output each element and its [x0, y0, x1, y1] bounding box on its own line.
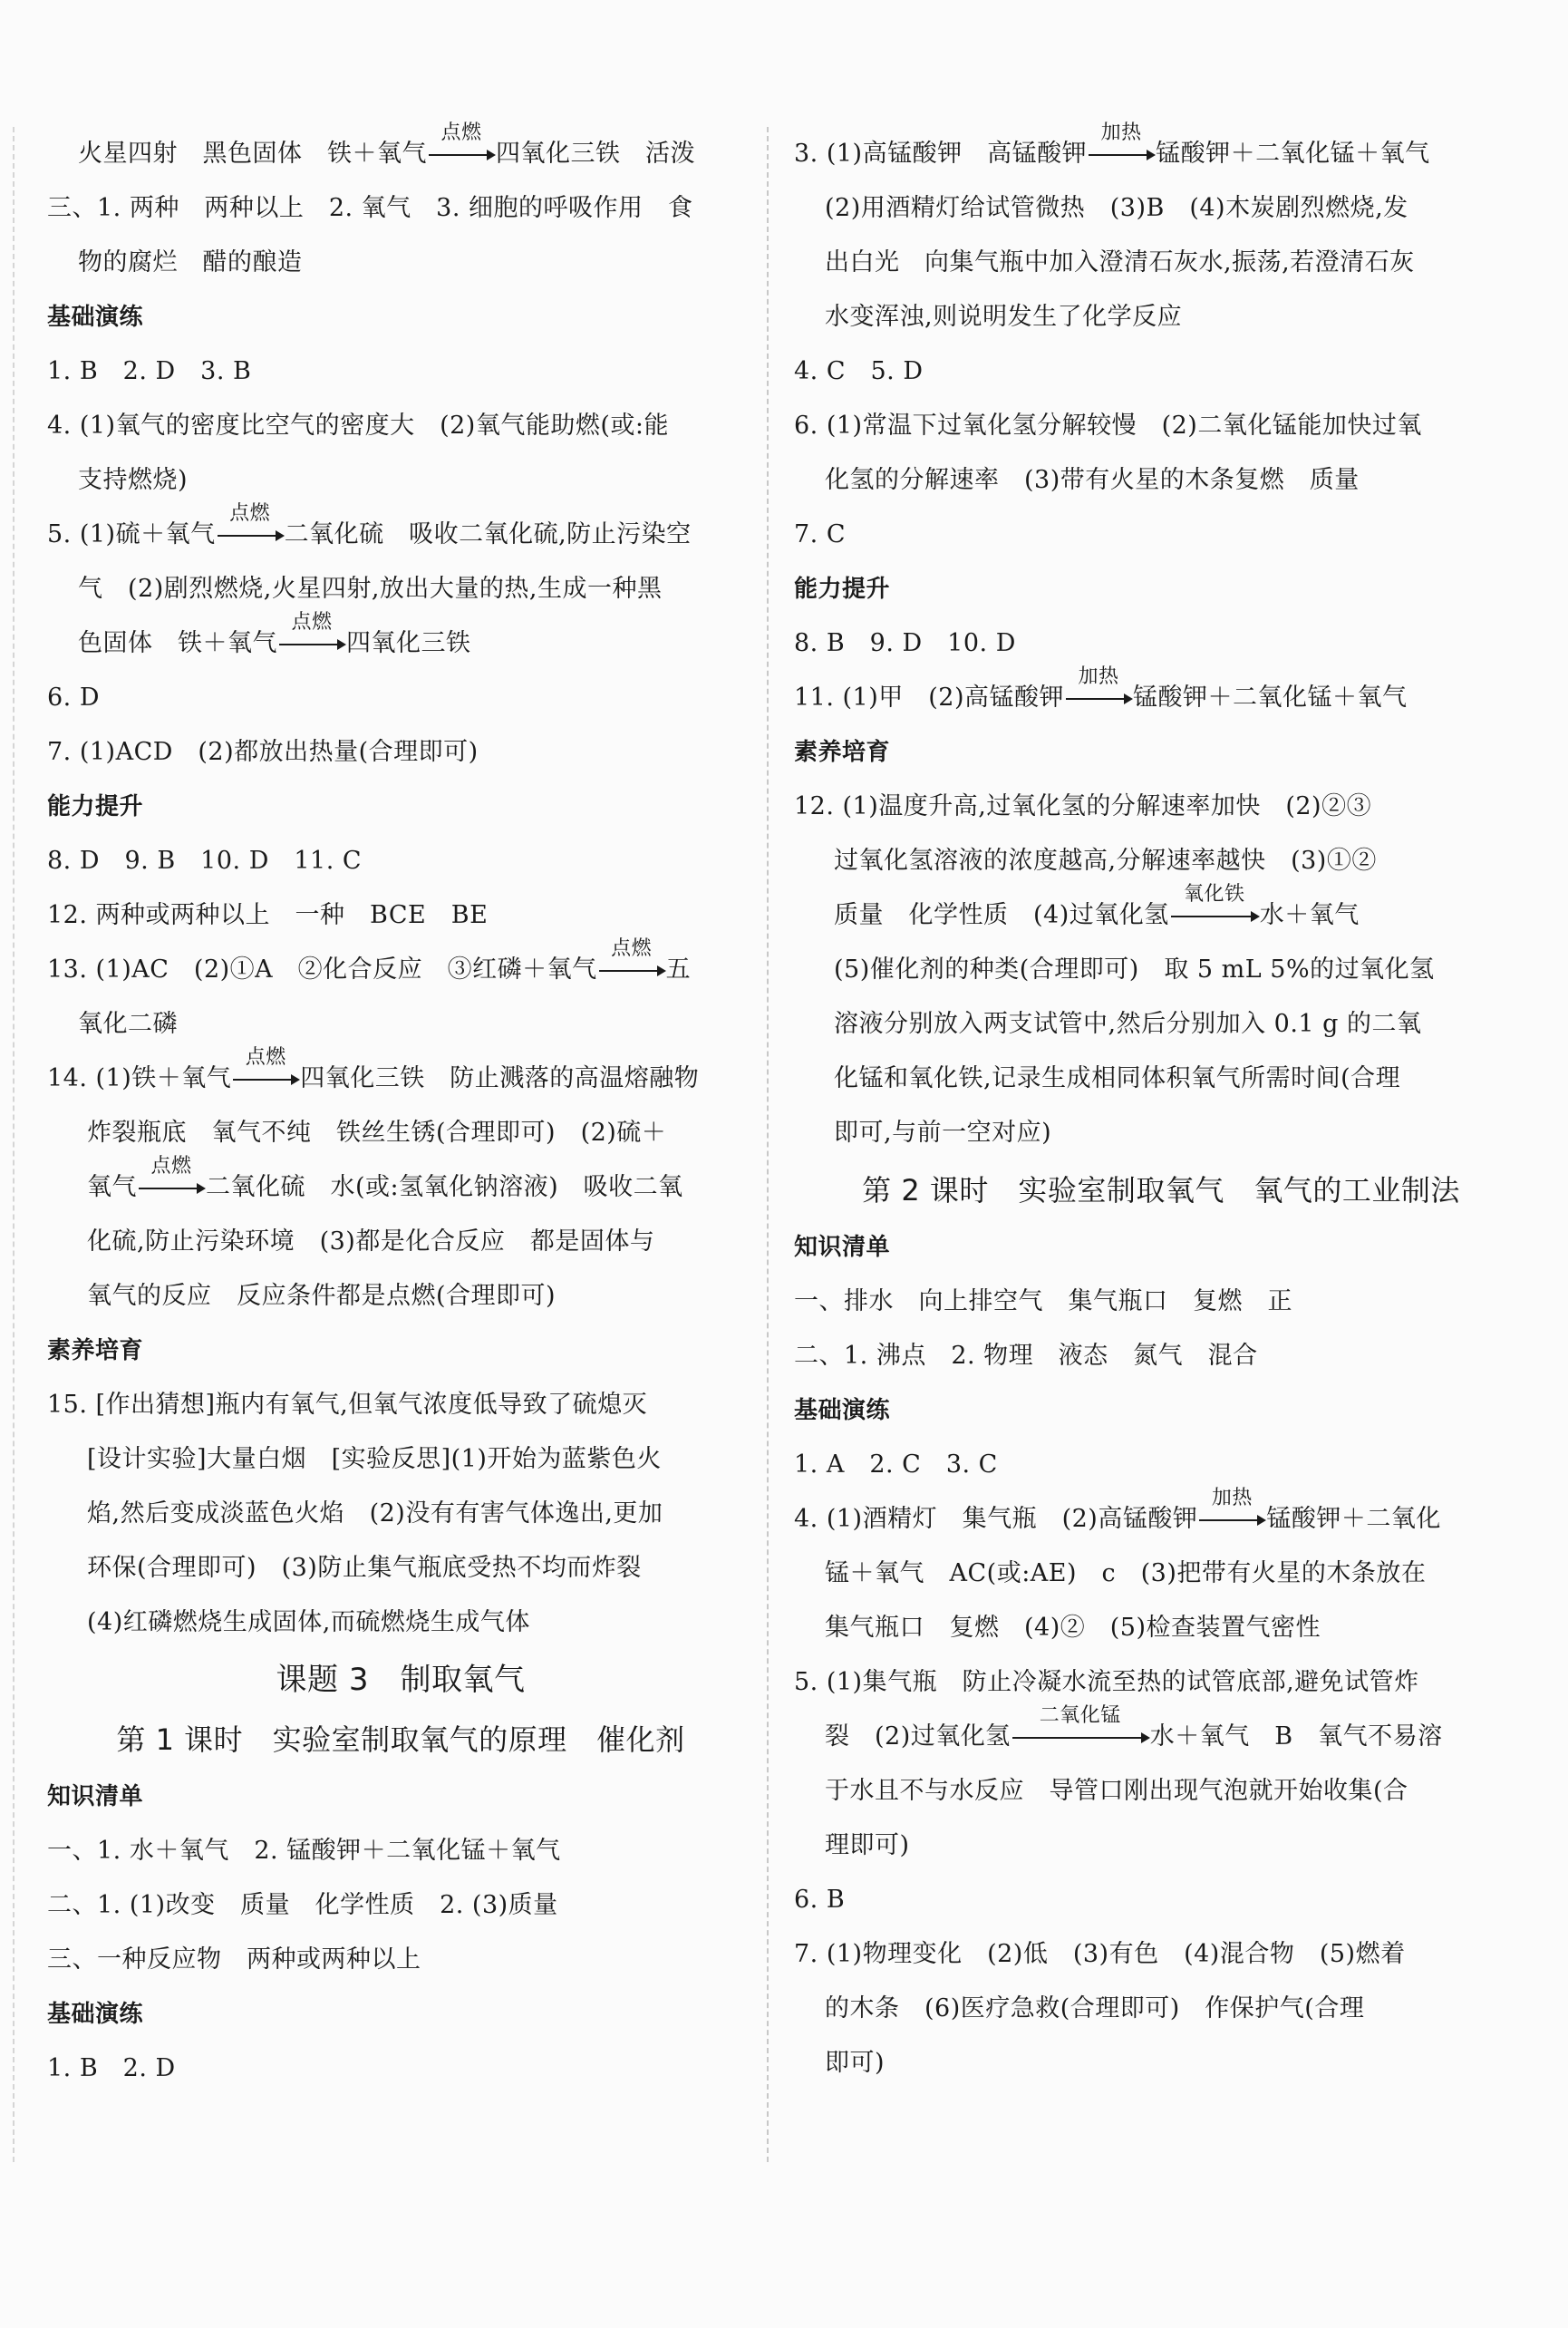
- answer-line: 4. C 5. D: [794, 357, 924, 385]
- answer-line: 火星四射 黑色固体 铁＋氧气 点燃 四氧化三铁 活泼: [78, 121, 695, 168]
- answer-line: 5. (1)集气瓶 防止冷凝水流至热的试管底部,避免试管炸: [794, 1668, 1419, 1696]
- answer-line: 8. B 9. D 10. D: [794, 629, 1016, 657]
- section-heading: 知识清单: [47, 1783, 144, 1810]
- reaction-arrow: 点燃: [429, 146, 494, 164]
- answer-line: 理即可): [825, 1831, 910, 1859]
- answer-line: 二、1. (1)改变 质量 化学性质 2. (3)质量: [47, 1891, 558, 1919]
- lesson-title: 第 2 课时 实验室制取氧气 氧气的工业制法: [862, 1173, 1460, 1208]
- reaction-arrow: 氧化铁: [1171, 907, 1258, 926]
- section-heading: 素养培育: [794, 739, 891, 766]
- answer-line: 6. B: [794, 1886, 846, 1914]
- answer-line: 7. C: [794, 520, 847, 548]
- answer-line: 7. (1)物理变化 (2)低 (3)有色 (4)混合物 (5)燃着: [794, 1940, 1406, 1968]
- right-column: [794, 121, 1528, 2090]
- answer-line: 溶液分别放入两支试管中,然后分别加入 0.1 g 的二氧: [834, 1010, 1422, 1038]
- answer-line: 8. D 9. B 10. D 11. C: [47, 847, 363, 875]
- answer-line: 质量 化学性质 (4)过氧化氢 氧化铁 水＋氧气: [834, 882, 1360, 929]
- column-divider: [767, 127, 769, 2162]
- answer-line: 6. (1)常温下过氧化氢分解较慢 (2)二氧化锰能加快过氧: [794, 412, 1422, 440]
- answer-line: 化锰和氧化铁,记录生成相同体积氧气所需时间(合理: [834, 1064, 1401, 1092]
- topic-title: 课题 3 制取氧气: [276, 1662, 526, 1698]
- section-heading: 能力提升: [47, 793, 144, 820]
- answer-line: 14. (1)铁＋氧气 点燃 四氧化三铁 防止溅落的高温熔融物: [47, 1045, 700, 1092]
- reaction-arrow: 点燃: [599, 962, 664, 980]
- answer-line: 水变浑浊,则说明发生了化学反应: [825, 303, 1183, 331]
- answer-line: 5. (1)硫＋氧气 点燃 二氧化硫 吸收二氧化硫,防止污染空: [47, 501, 692, 548]
- section-heading: 知识清单: [794, 1234, 891, 1261]
- answer-line: 氧气的反应 反应条件都是点燃(合理即可): [87, 1282, 557, 1310]
- reaction-arrow: 加热: [1089, 146, 1154, 164]
- answer-line: 过氧化氢溶液的浓度越高,分解速率越快 (3)①②: [834, 847, 1377, 875]
- answer-line: 三、1. 两种 两种以上 2. 氧气 3. 细胞的呼吸作用 食: [47, 194, 693, 222]
- answer-line: 1. B 2. D: [47, 2054, 176, 2082]
- answer-line: (4)红磷燃烧生成固体,而硫燃烧生成气体: [87, 1608, 530, 1636]
- answer-line: 一、1. 水＋氧气 2. 锰酸钾＋二氧化锰＋氧气: [47, 1837, 561, 1865]
- answer-line: 色固体 铁＋氧气 点燃 四氧化三铁: [78, 610, 471, 657]
- lesson-title: 第 1 课时 实验室制取氧气的原理 催化剂: [116, 1722, 685, 1757]
- answer-line: 氧化二磷: [78, 1010, 178, 1038]
- reaction-arrow: 点燃: [139, 1179, 204, 1198]
- answer-line: 化硫,防止污染环境 (3)都是化合反应 都是固体与: [87, 1227, 655, 1256]
- answer-line: 于水且不与水反应 导管口刚出现气泡就开始收集(合: [825, 1777, 1408, 1805]
- answer-line: 11. (1)甲 (2)高锰酸钾 加热 锰酸钾＋二氧化锰＋氧气: [794, 664, 1408, 712]
- answer-line: 即可): [825, 2049, 886, 2077]
- left-margin-dashed-line: [13, 127, 15, 2162]
- answer-line: 气 (2)剧烈燃烧,火星四射,放出大量的热,生成一种黑: [78, 575, 663, 603]
- answer-line: (5)催化剂的种类(合理即可) 取 5 mL 5%的过氧化氢: [834, 955, 1435, 984]
- answer-line: 化氢的分解速率 (3)带有火星的木条复燃 质量: [825, 466, 1360, 494]
- section-heading: 素养培育: [47, 1337, 144, 1364]
- answer-line: 环保(合理即可) (3)防止集气瓶底受热不均而炸裂: [87, 1554, 642, 1582]
- reaction-arrow: 二氧化锰: [1012, 1729, 1148, 1747]
- answer-line: 物的腐烂 醋的酿造: [78, 248, 303, 276]
- answer-line: 12. 两种或两种以上 一种 BCE BE: [47, 901, 489, 929]
- answer-line: (2)用酒精灯给试管微热 (3)B (4)木炭剧烈燃烧,发: [825, 194, 1408, 222]
- answer-line: 集气瓶口 复燃 (4)② (5)检查装置气密性: [825, 1614, 1321, 1642]
- answer-line: 锰＋氧气 AC(或:AE) c (3)把带有火星的木条放在: [825, 1559, 1427, 1587]
- section-heading: 基础演练: [47, 2001, 144, 2028]
- answer-line: 氧气 点燃 二氧化硫 水(或:氢氧化钠溶液) 吸收二氧: [87, 1154, 683, 1201]
- reaction-arrow: 点燃: [233, 1071, 298, 1089]
- answer-line: 4. (1)酒精灯 集气瓶 (2)高锰酸钾 加热 锰酸钾＋二氧化: [794, 1486, 1441, 1533]
- answer-line: 1. A 2. C 3. C: [794, 1450, 998, 1479]
- answer-line: 裂 (2)过氧化氢 二氧化锰 水＋氧气 B 氧气不易溶: [825, 1703, 1443, 1751]
- answer-line: 焰,然后变成淡蓝色火焰 (2)没有有害气体逸出,更加: [87, 1499, 663, 1528]
- answer-line: 3. (1)高锰酸钾 高锰酸钾 加热 锰酸钾＋二氧化锰＋氧气: [794, 121, 1430, 168]
- section-heading: 基础演练: [47, 304, 144, 331]
- answer-line: 二、1. 沸点 2. 物理 液态 氮气 混合: [794, 1342, 1258, 1370]
- reaction-arrow: 点燃: [218, 527, 283, 545]
- reaction-arrow: 点燃: [279, 635, 344, 654]
- answer-line: 6. D: [47, 684, 100, 712]
- answer-line: 12. (1)温度升高,过氧化氢的分解速率加快 (2)②③: [794, 792, 1372, 820]
- answer-line: 出白光 向集气瓶中加入澄清石灰水,振荡,若澄清石灰: [825, 248, 1415, 276]
- answer-line: 15. [作出猜想]瓶内有氧气,但氧气浓度低导致了硫熄灭: [47, 1391, 648, 1419]
- answer-line: 一、排水 向上排空气 集气瓶口 复燃 正: [794, 1287, 1292, 1315]
- left-column: [47, 121, 754, 2096]
- answer-line: [设计实验]大量白烟 [实验反思](1)开始为蓝紫色火: [87, 1445, 662, 1473]
- reaction-arrow: 加热: [1199, 1511, 1264, 1529]
- answer-line: 7. (1)ACD (2)都放出热量(合理即可): [47, 738, 479, 766]
- answer-line: 即可,与前一空对应): [834, 1119, 1052, 1147]
- answer-line: 的木条 (6)医疗急救(合理即可) 作保护气(合理: [825, 1994, 1365, 2022]
- answer-line: 三、一种反应物 两种或两种以上: [47, 1945, 421, 1974]
- answer-line: 支持燃烧): [78, 466, 189, 494]
- section-heading: 能力提升: [794, 576, 891, 603]
- answer-line: 1. B 2. D 3. B: [47, 357, 252, 385]
- answer-line: 4. (1)氧气的密度比空气的密度大 (2)氧气能助燃(或:能: [47, 412, 669, 440]
- reaction-arrow: 加热: [1066, 690, 1131, 708]
- answer-line: 13. (1)AC (2)①A ②化合反应 ③红磷＋氧气 点燃 五: [47, 936, 692, 984]
- section-heading: 基础演练: [794, 1397, 891, 1424]
- answer-line: 炸裂瓶底 氧气不纯 铁丝生锈(合理即可) (2)硫＋: [87, 1119, 667, 1147]
